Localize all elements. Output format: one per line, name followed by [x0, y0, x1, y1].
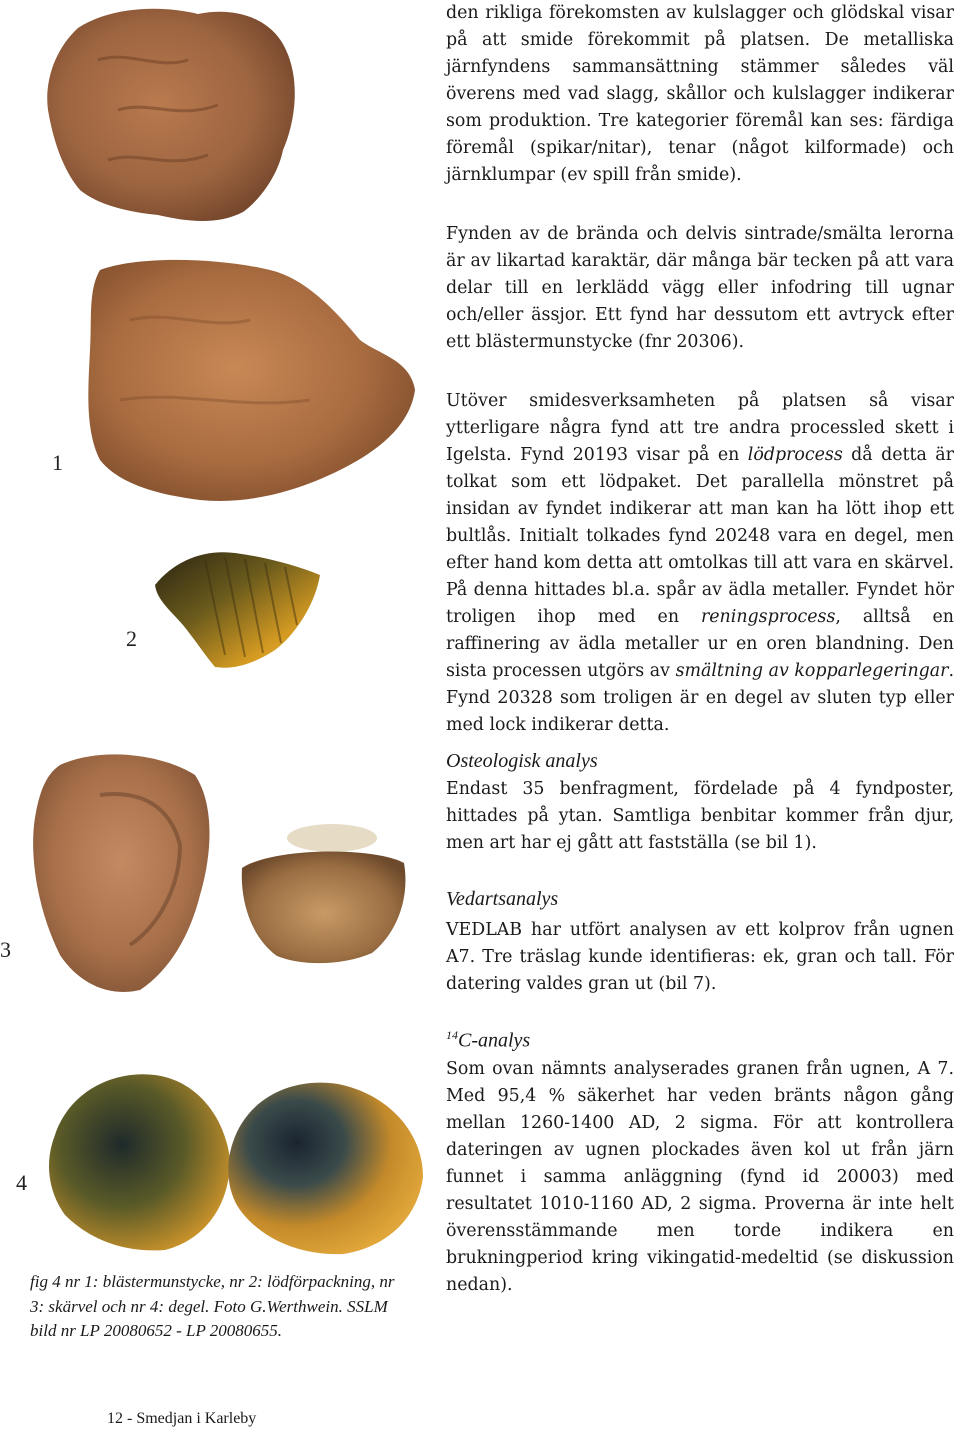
heading-c14-text: C-analys: [458, 1029, 531, 1052]
paragraph-burnt-clay: Fynden av de brända och delvis sintrade/smälta lerorna är av likartad karaktär, där många bär tecken på att vara delar till en lerklädd vägg eller infodring till ugnar och/eller ässjor. Ett fynd har dessutom ett avtryck efter ett blästermunstycke (fnr 20306).: [446, 224, 954, 352]
heading-osteology: Osteologisk analys: [446, 750, 598, 772]
process-text-d: . Fynd 20328 som troligen är en degel av sluten typ eller med lock indikerar detta.: [446, 661, 954, 735]
process-text-a: Utöver smidesverksamheten på platsen så visar ytterligare några fynd att tre andra processled skett i Igelsta. Fynd 20193 visar på en: [446, 391, 954, 465]
find-photo-1-lower: [80, 250, 425, 520]
find-photo-2: [145, 545, 325, 675]
paragraph-osteology: Endast 35 benfragment, fördelade på 4 fyndposter, hittades på ytan. Samtliga benbitar kommer från djur, men art har ej gått att fastställa (se bil 1).: [446, 779, 954, 853]
page-footer: 12 - Smedjan i Karleby: [107, 1410, 257, 1427]
figure-label-3: 3: [0, 937, 11, 962]
heading-c14-superscript: 14: [446, 1028, 458, 1042]
find-photo-1-upper: [38, 0, 310, 230]
figure-label-4: 4: [16, 1170, 27, 1195]
find-photo-4-right: [218, 1072, 428, 1257]
paragraph-c14: Som ovan nämnts analyserades granen från ugnen, A 7. Med 95,4 % säkerhet har veden bränts någon gång mellan 1260-1400 AD, 2 sigma. För att kontrollera dateringen av ugnen plockades även kol ut från järn funnet i samma anläggning (fynd id 20003) med resultatet 1010-1160 AD, 2 sigma. Proverna är inte helt överensstämmande men torde indikera en brukningperiod kring vikingatid-medeltid (se diskussion nedan).: [446, 1059, 954, 1295]
find-photo-3-left: [20, 745, 220, 1000]
heading-wood-analysis: Vedartsanalys: [446, 888, 559, 910]
find-photo-3-right: [232, 818, 412, 968]
figure-label-1: 1: [52, 450, 63, 475]
term-reningsprocess: reningsprocess: [700, 607, 836, 627]
paragraph-wood-analysis: VEDLAB har utfört analysen av ett kolprov från ugnen A7. Tre träslag kunde identifieras: ek, gran och tall. För datering valdes gran ut (bil 7).: [446, 920, 954, 994]
figure-caption: fig 4 nr 1: blästermunstycke, nr 2: lödförpackning, nr 3: skärvel och nr 4: degel. Foto G.Werthwein. SSLM bild nr LP 20080652 - LP 20080655.: [30, 1272, 395, 1340]
figure-label-2: 2: [126, 626, 137, 651]
find-photo-4-left: [35, 1065, 235, 1255]
term-smaltning: smältning av kopparlegeringar: [675, 661, 949, 681]
process-text-b: då detta är tolkat som ett lödpaket. Det parallella mönstret på insidan av fyndet indikerar att man kan ha lött ihop ett bultlås. Initialt tolkades fynd 20248 vara en degel, men efter hand kom detta att omtolkas till att vara en skärvel. På denna hittades bl.a. spår av ädla metaller. Fyndet hör troligen ihop med en: [446, 445, 954, 627]
paragraph-smithing: den rikliga förekomsten av kulslagger och glödskal visar på att smide förekommit på platsen. De metalliska järnfyndens sammansättning stämmer således väl överens med vad slagg, skållor och kulslagger indikerar som produktion. Tre kategorier föremål kan ses: färdiga föremål (spikar/nitar), tenar (något kilformade) och järnklumpar (ev spill från smide).: [446, 3, 954, 185]
heading-c14: [446, 1028, 530, 1053]
term-lodprocess: lödprocess: [747, 445, 843, 465]
process-text-c: , alltså en raffinering av ädla metaller ur en oren blandning. Den sista processen utgörs av: [446, 607, 954, 681]
paragraph-other-processes: [446, 388, 954, 739]
